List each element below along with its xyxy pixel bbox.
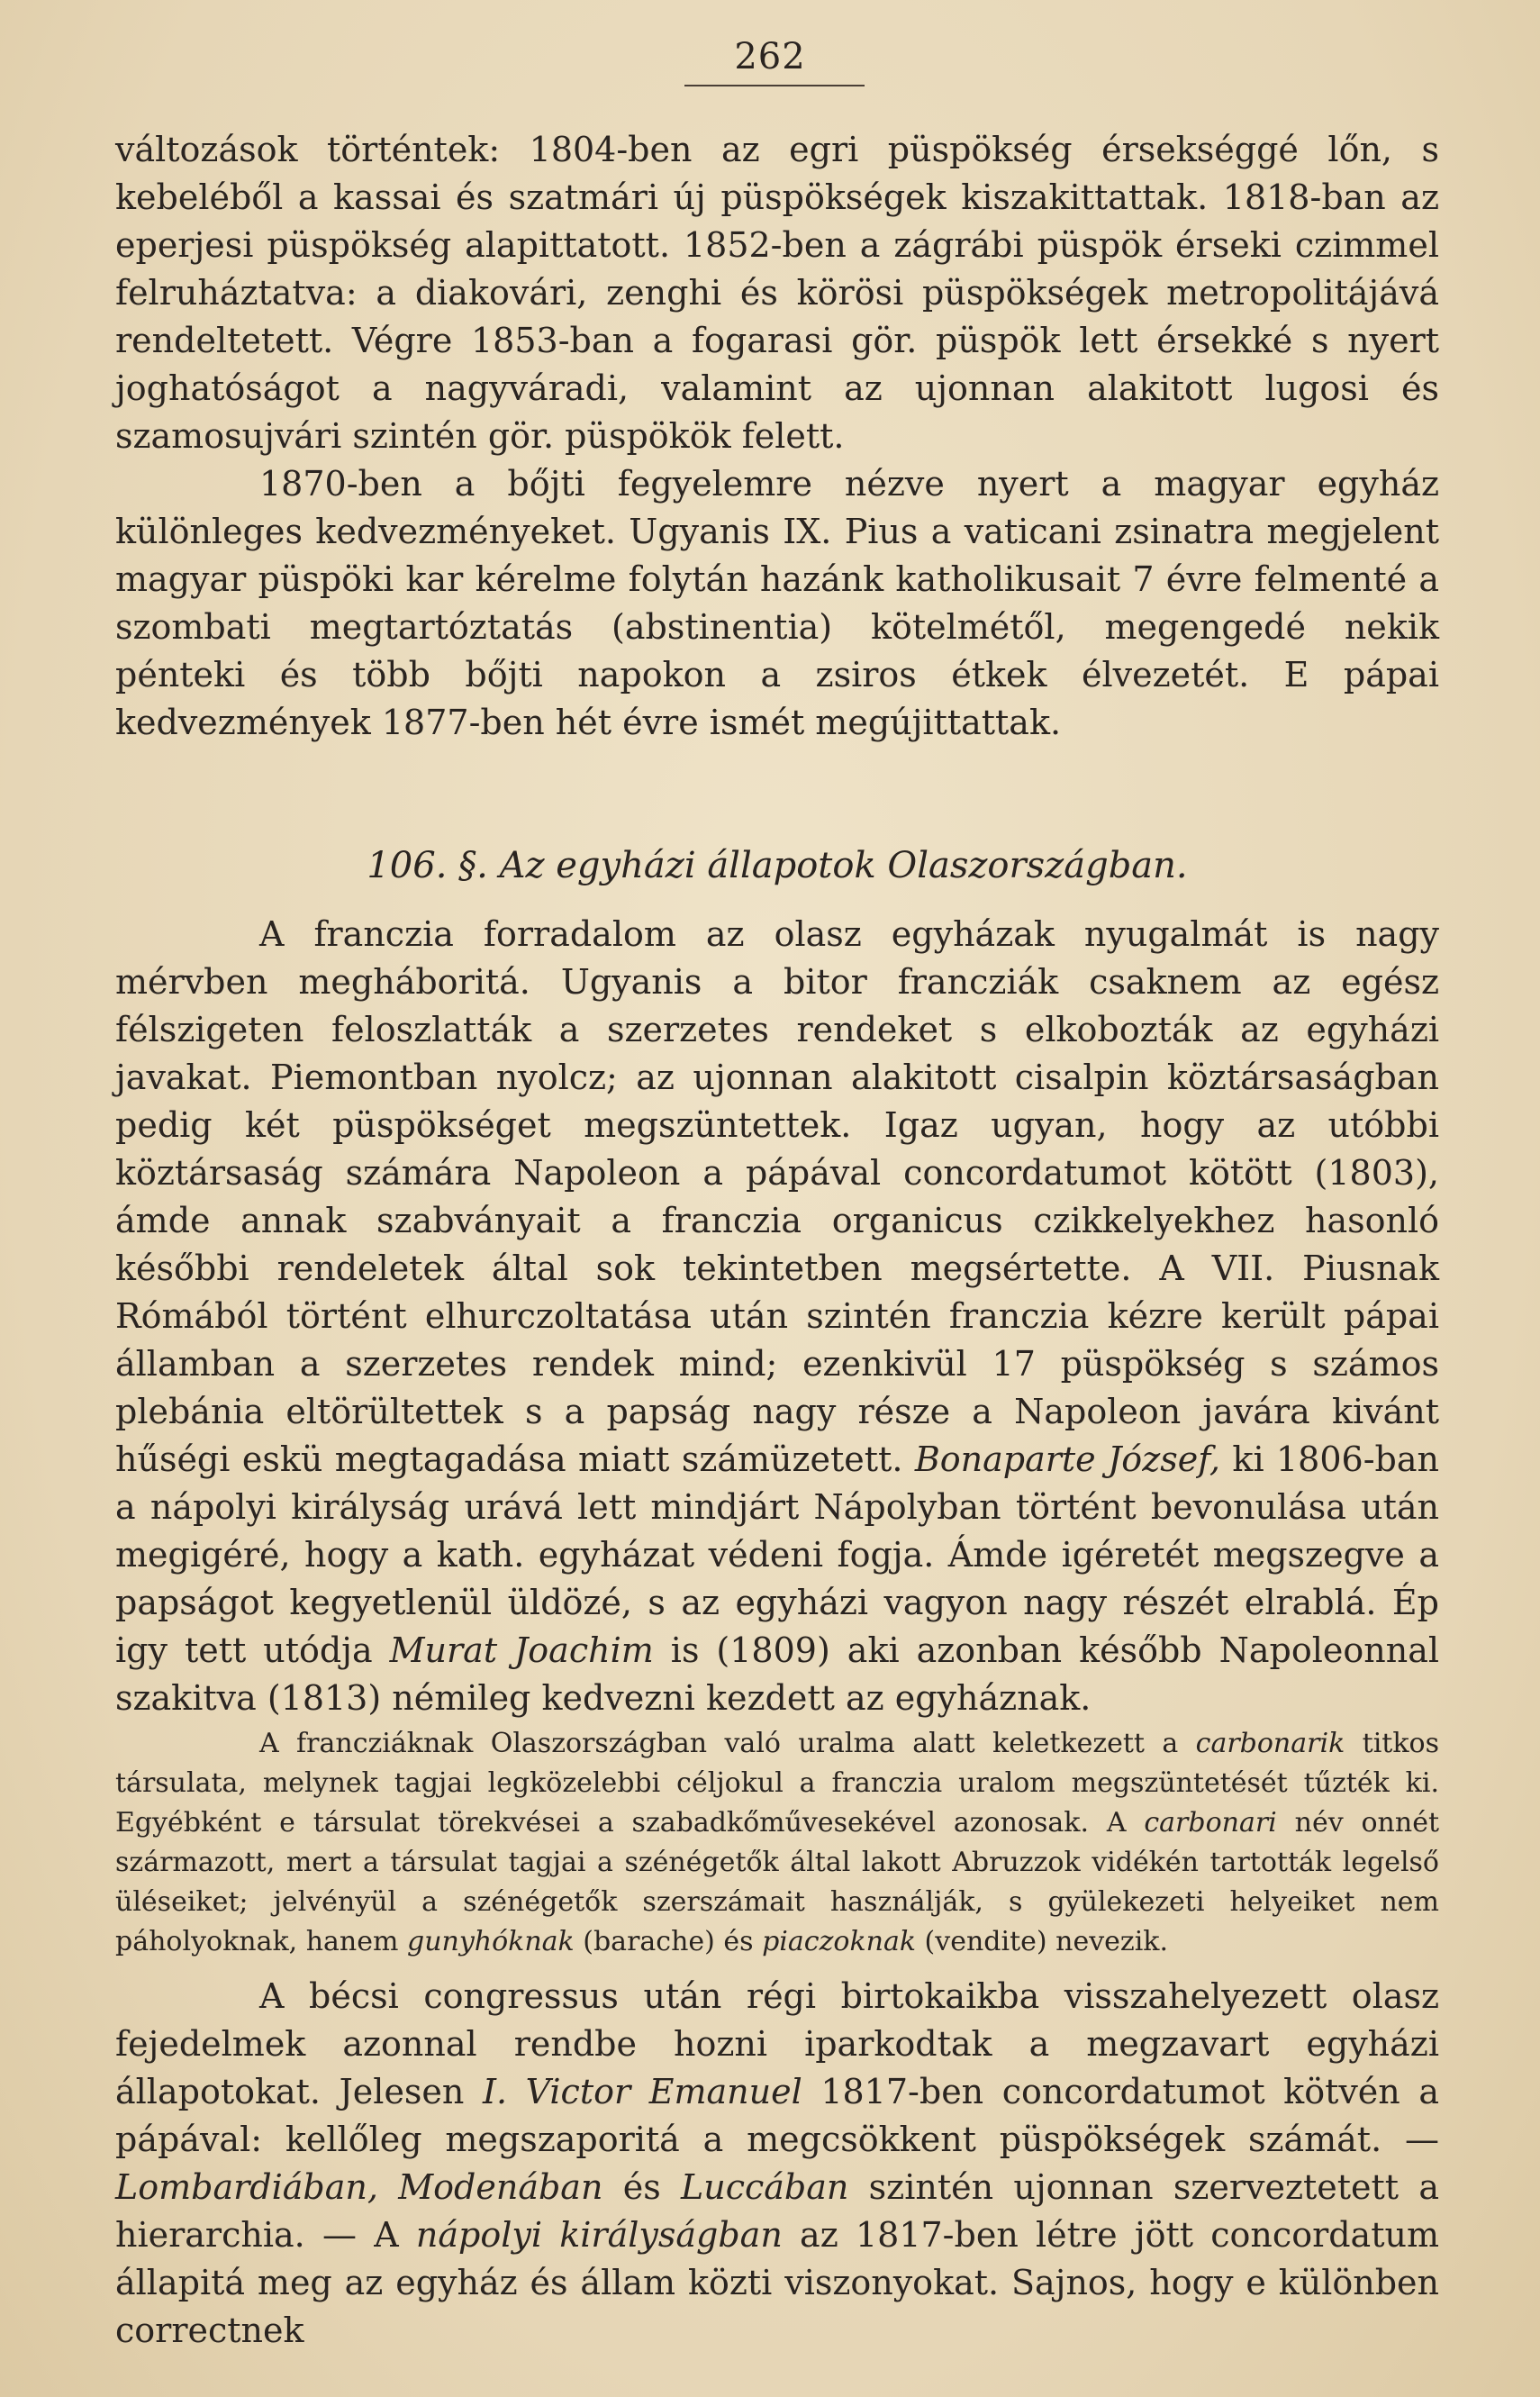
page-body xyxy=(115,126,1439,2355)
paragraph-3-text-1: A franczia forradalom az olasz egyházak nyugalmát is nagy mérvben megháboritá. Ugyanis a bitor francziák csaknem az egész félszigeten feloszlatták a szerzetes rendeket s elkobozták az egyházi javakat. Piemontban nyolcz; az ujonnan alakitott cisalpin köztársaságban pedig két püspökséget megszüntettek. Igaz ugyan, hogy az utóbbi köztársaság számára Napoleon a pápával concordatumot kötött (1803), ámde annak szabványait a franczia organicus czikkelyekhez hasonló későbbi rendeletek által sok tekintetben megsértette. A VII. Piusnak Rómából történt elhurczoltatása után szintén franczia kézre került pápai államban a szerzetes rendek mind; ezenkivül 17 püspökség s számos plebánia eltörültettek s a papság nagy része a Napoleon javára kivánt hűségi eskü megtagadása miatt számüzetett. xyxy=(115,914,1439,1479)
place-lombardia-modena: Lombardiában, Modenában xyxy=(115,2167,603,2207)
paragraph-4-text-3: és xyxy=(602,2167,681,2207)
note-term-gunyhoknak: gunyhóknak xyxy=(406,1926,575,1957)
note-text-2: titkos társulata, melynek tagjai legközelebbi céljokul a franczia uralom megszüntetését tűzték ki. Egyébként e társulat törekvései a szabadkőművesekével azonosak. A xyxy=(115,1728,1439,1839)
note-text-4: (barache) és xyxy=(574,1926,763,1957)
note-term-piaczoknak: piaczoknak xyxy=(762,1926,917,1957)
paragraph-4 xyxy=(115,1973,1439,2355)
section-number: 106. §. xyxy=(367,845,488,886)
person-name-bonaparte: Bonaparte József, xyxy=(914,1439,1220,1479)
place-lucca: Luccában xyxy=(681,2167,849,2207)
paragraph-3 xyxy=(115,911,1439,1722)
paragraph-3-text-2: ki 1806-ban a nápolyi királyság urává lett mindjárt Nápolyban történt bevonulása után megigéré, hogy a kath. egyházat védeni fogja. Ámde igéretét megszegve a papságot kegyetlenül üldözé, s az egyházi vagyon nagy részét elrablá. Ép igy tett utódja xyxy=(115,1439,1440,1670)
paragraph-4-text-2: 1817-ben concordatumot kötvén a pápával: kellőleg megszaporitá a megcsökkent püspökségek számát. — xyxy=(115,2072,1439,2159)
person-name-victor-emanuel: I. Victor Emanuel xyxy=(482,2072,802,2111)
note-term-carbonari: carbonari xyxy=(1144,1807,1277,1839)
note-text-5: (vendite) nevezik. xyxy=(916,1926,1169,1957)
note-text-1: A francziáknak Olaszországban való uralma alatt keletkezett a xyxy=(259,1728,1196,1759)
note-text-3: név onnét származott, mert a társulat tagjai a szénégetők által lakott Abruzzok vidékén tartották legelső üléseiket; jelvényül a szénégetők szerszámait használják, s gyülekezeti helyeiket nem páholyoknak, hanem xyxy=(115,1807,1440,1957)
note-term-carbonarik: carbonarik xyxy=(1195,1728,1345,1759)
place-napolyi-kiralysag: nápolyi királyságban xyxy=(415,2215,783,2255)
paragraph-4-text-5: az 1817-ben létre jött concordatum állapitá meg az egyház és állam közti viszonyokat. Sajnos, hogy e különben correctnek xyxy=(115,2215,1439,2350)
paragraph-4-text-4: szintén ujonnan szerveztetett a hierarchia. — A xyxy=(115,2167,1439,2255)
page-number-rule xyxy=(684,85,865,86)
person-name-murat: Murat Joachim xyxy=(389,1630,654,1670)
paragraph-2: 1870-ben a bőjti fegyelemre nézve nyert a magyar egyház különleges kedvezményeket. Ugyanis IX. Pius a vaticani zsinatra megjelent magyar püspöki kar kérelme folytán hazánk katholikusait 7 évre felmenté a szombati megtartóztatás (abstinentia) kötelmétől, megengedé nekik pénteki és több bőjti napokon a zsiros étkek élvezetét. E pápai kedvezmények 1877-ben hét évre ismét megújittattak. xyxy=(115,464,1439,742)
footnote-carbonari xyxy=(115,1724,1439,1962)
paragraph-3-text-3: is (1809) aki azonban később Napoleonnal szakitva (1813) némileg kedvezni kezdett az egyháznak. xyxy=(115,1630,1440,1718)
paragraph-1: változások történtek: 1804-ben az egri püspökség érsekséggé lőn, s kebeléből a kassai és szatmári új püspökségek kiszakittattak. 1818-ban az eperjesi püspökség alapittatott. 1852-ben a zágrábi püspök érseki czimmel felruháztatva: a diakovári, zenghi és körösi püspökségek metropolitájává rendeltetett. Végre 1853-ban a fogarasi gör. püspök lett érsekké s nyert joghatóságot a nagyváradi, valamint az ujonnan alakitott lugosi és szamosujvári szintén gör. püspökök felett. xyxy=(115,130,1439,456)
page-number: 262 xyxy=(734,36,806,77)
section-title: Az egyházi állapotok Olaszországban. xyxy=(499,845,1188,886)
paragraph-4-text-1: A bécsi congressus után régi birtokaikba visszahelyezett olasz fejedelmek azonnal rendbe hozni iparkodtak a megzavart egyházi állapotokat. Jelesen xyxy=(115,1976,1439,2111)
section-heading xyxy=(115,840,1439,891)
